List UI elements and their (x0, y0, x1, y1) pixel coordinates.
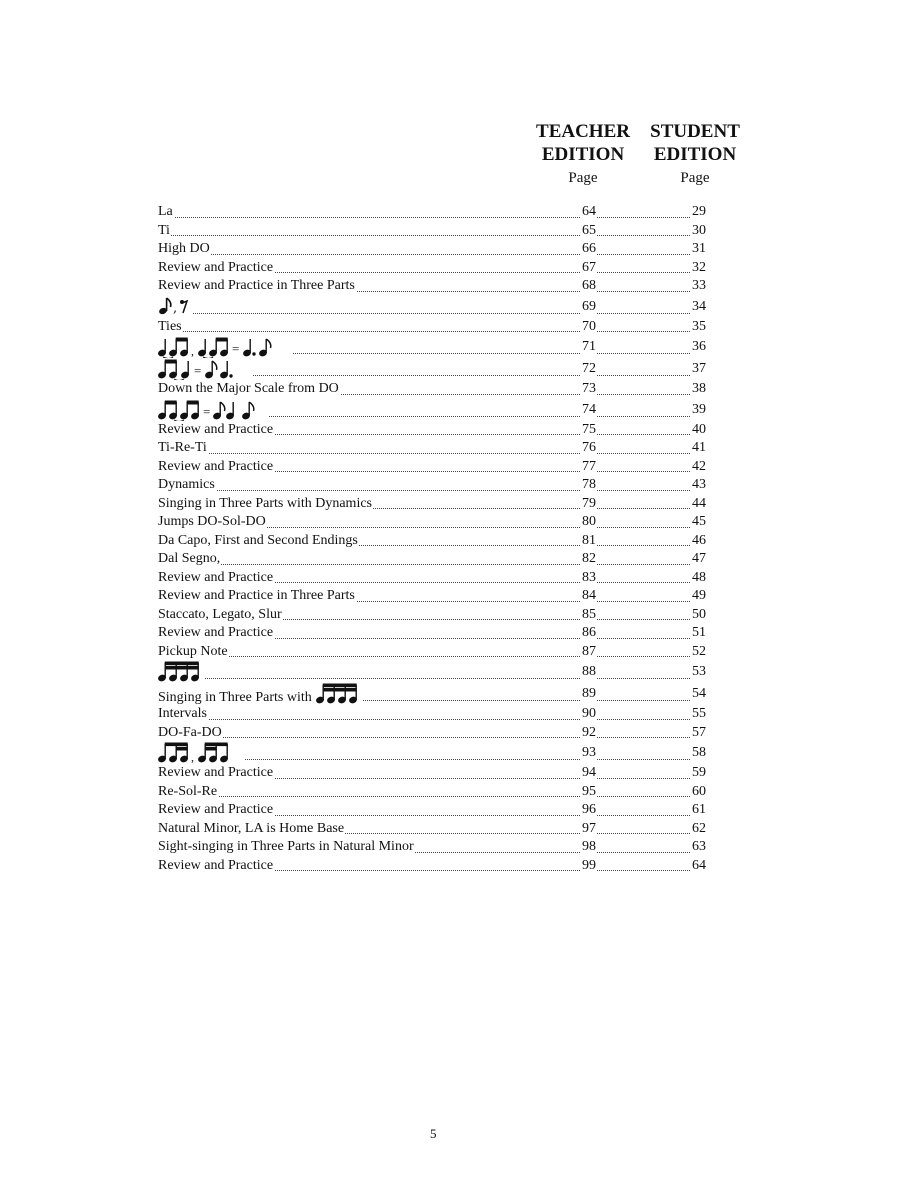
student-page-number: 64 (691, 857, 706, 876)
toc-entry-title: DO-Fa-DO (158, 724, 222, 740)
dot-leader (158, 564, 706, 565)
toc-entry (158, 222, 171, 241)
student-page-number: 40 (691, 421, 706, 440)
teacher-page-number: 98 (581, 838, 596, 857)
student-page-number: 51 (691, 624, 706, 643)
toc-entry (158, 783, 218, 802)
toc-row (158, 587, 706, 606)
teacher-page-number: 83 (581, 569, 596, 588)
student-page-number: 58 (691, 742, 706, 764)
teacher-page-number: 93 (581, 742, 596, 764)
svg-text:,: , (173, 300, 178, 316)
student-page-number: 55 (691, 705, 706, 724)
toc-entry (158, 606, 283, 625)
toc-entry-title: Review and Practice (158, 458, 274, 474)
toc-row (158, 318, 706, 337)
toc-entry-title: Review and Practice in Three Parts (158, 278, 355, 293)
toc-entry-title: Ti (158, 222, 170, 238)
toc-entry-title: Intervals (158, 706, 207, 721)
toc-entry (158, 240, 211, 259)
student-page-number: 43 (691, 476, 706, 495)
student-page-number: 61 (691, 801, 706, 820)
toc-entry (158, 624, 274, 643)
toc-row (158, 764, 706, 783)
teacher-page-number: 76 (581, 439, 596, 458)
svg-text:=: = (232, 341, 240, 356)
teacher-page-number: 92 (581, 724, 596, 743)
toc-row (158, 495, 706, 514)
toc-row (158, 439, 706, 458)
teacher-page-number: 97 (581, 820, 596, 839)
toc-row (158, 857, 706, 876)
student-page-number: 47 (691, 550, 706, 569)
toc-entry (158, 550, 221, 569)
student-page-number: 46 (691, 532, 706, 551)
toc-entry-title: Review and Practice (158, 857, 274, 873)
teacher-page-number: 80 (581, 513, 596, 532)
teacher-page-number: 82 (581, 550, 596, 569)
toc-row (158, 838, 706, 857)
teacher-page-number: 69 (581, 296, 596, 318)
toc-entry-title: Ti-Re-Ti (158, 440, 207, 455)
teacher-page-number: 67 (581, 259, 596, 278)
teacher-page-number: 81 (581, 532, 596, 551)
svg-text:,: , (191, 344, 194, 358)
toc-entry (158, 318, 183, 337)
student-page-number: 29 (691, 203, 706, 222)
student-page-subheader: Page (680, 170, 710, 186)
toc-entry (158, 705, 208, 724)
toc-entry-title: Dynamics (158, 477, 215, 492)
student-page-number: 39 (691, 399, 706, 421)
student-page-number: 34 (691, 296, 706, 318)
dot-leader (158, 678, 706, 679)
student-page-number: 48 (691, 569, 706, 588)
teacher-page-number: 90 (581, 705, 596, 724)
toc-entry (158, 820, 345, 839)
toc-row (158, 296, 706, 318)
student-header-line2: EDITION (653, 144, 737, 165)
teacher-page-number: 84 (581, 587, 596, 606)
toc-entry-title: La (158, 204, 173, 219)
student-page-number: 44 (691, 495, 706, 514)
toc-entry (158, 203, 174, 222)
teacher-page-number: 95 (581, 783, 596, 802)
toc-entry (158, 476, 216, 495)
teacher-header-line1: TEACHER (536, 121, 630, 142)
dot-leader (158, 217, 706, 218)
svg-text:,: , (191, 750, 194, 764)
teacher-page-number: 68 (581, 277, 596, 296)
teacher-page-number: 79 (581, 495, 596, 514)
student-page-number: 41 (691, 439, 706, 458)
toc-row (158, 820, 706, 839)
svg-text:=: = (203, 403, 211, 419)
dot-leader (158, 235, 706, 236)
teacher-page-number: 78 (581, 476, 596, 495)
student-page-number: 57 (691, 724, 706, 743)
toc-entry (158, 838, 415, 857)
teacher-edition-header (532, 120, 634, 189)
toc-entry-title: Singing in Three Parts with Dynamics (158, 495, 372, 511)
toc-row (158, 259, 706, 278)
toc-row (158, 705, 706, 724)
toc-row (158, 801, 706, 820)
teacher-page-number: 77 (581, 458, 596, 477)
student-page-number: 63 (691, 838, 706, 857)
student-page-number: 49 (691, 587, 706, 606)
toc-entry (158, 587, 356, 606)
student-page-number: 38 (691, 380, 706, 399)
page-number: 5 (430, 1126, 437, 1141)
toc-entry (158, 259, 274, 278)
toc-row (158, 399, 706, 421)
toc-entry-title: Down the Major Scale from DO (158, 381, 339, 396)
toc-entry-title: Review and Practice (158, 765, 274, 780)
toc-row (158, 606, 706, 625)
toc-entry (158, 801, 274, 820)
student-page-number: 52 (691, 643, 706, 662)
toc-row (158, 683, 706, 705)
toc-entry (158, 857, 274, 876)
teacher-page-number: 70 (581, 318, 596, 337)
student-page-number: 53 (691, 661, 706, 683)
toc-entry (158, 643, 229, 662)
teacher-page-number: 89 (581, 683, 596, 705)
toc-entry-title: Staccato, Legato, Slur (158, 606, 282, 622)
toc-row (158, 277, 706, 296)
teacher-page-number: 65 (581, 222, 596, 241)
toc-row (158, 336, 706, 358)
toc-row (158, 513, 706, 532)
teacher-page-number: 73 (581, 380, 596, 399)
toc-entry-title: Re-Sol-Re (158, 783, 218, 799)
toc-entry-title: Da Capo, First and Second Endings (158, 532, 358, 548)
toc-row (158, 783, 706, 802)
student-page-number: 50 (691, 606, 706, 625)
teacher-page-number: 87 (581, 643, 596, 662)
toc-entry-title: Dal Segno, (158, 551, 221, 566)
student-page-number: 59 (691, 764, 706, 783)
toc-entry-title: Ties (158, 318, 182, 334)
student-page-number: 62 (691, 820, 706, 839)
toc-row (158, 569, 706, 588)
teacher-page-number: 86 (581, 624, 596, 643)
student-page-number: 35 (691, 318, 706, 337)
toc-entry-title: Review and Practice in Three Parts (158, 588, 355, 603)
table-of-contents (158, 203, 706, 875)
toc-entry (158, 277, 356, 296)
toc-entry (158, 380, 340, 399)
student-page-number: 42 (691, 458, 706, 477)
teacher-page-number: 96 (581, 801, 596, 820)
toc-entry-title: Natural Minor, LA is Home Base (158, 820, 345, 836)
toc-entry (158, 569, 274, 588)
student-page-number: 36 (691, 336, 706, 358)
toc-row (158, 458, 706, 477)
student-page-number: 32 (691, 259, 706, 278)
teacher-header-line2: EDITION (541, 144, 625, 165)
toc-entry (158, 458, 274, 477)
toc-row (158, 724, 706, 743)
teacher-page-number: 64 (581, 203, 596, 222)
dot-leader (158, 313, 706, 314)
teacher-page-subheader: Page (568, 170, 598, 186)
student-page-number: 31 (691, 240, 706, 259)
toc-entry-title: Review and Practice (158, 259, 274, 275)
toc-row (158, 380, 706, 399)
toc-row (158, 203, 706, 222)
dot-leader (158, 331, 706, 332)
toc-row (158, 624, 706, 643)
student-page-number: 33 (691, 277, 706, 296)
toc-row (158, 222, 706, 241)
toc-row (158, 532, 706, 551)
dot-leader (158, 490, 706, 491)
toc-entry-title: Jumps DO-Sol-DO (158, 514, 266, 529)
dot-leader (158, 254, 706, 255)
teacher-page-number: 88 (581, 661, 596, 683)
dot-leader (158, 719, 706, 720)
student-header-line1: STUDENT (650, 121, 740, 142)
toc-entry-title: Review and Practice (158, 569, 274, 585)
toc-entry-title: Review and Practice (158, 421, 274, 437)
toc-entry-title: High DO (158, 241, 210, 256)
toc-row (158, 643, 706, 662)
toc-row (158, 358, 706, 380)
toc-row (158, 476, 706, 495)
teacher-page-number: 85 (581, 606, 596, 625)
toc-row (158, 240, 706, 259)
student-page-number: 54 (691, 683, 706, 705)
teacher-page-number: 66 (581, 240, 596, 259)
student-edition-header (644, 120, 746, 189)
teacher-page-number: 75 (581, 421, 596, 440)
dot-leader (158, 737, 706, 738)
toc-entry (158, 421, 274, 440)
toc-entry (158, 513, 267, 532)
teacher-page-number: 72 (581, 358, 596, 380)
toc-entry-title: Review and Practice (158, 802, 274, 817)
toc-row (158, 661, 706, 683)
dot-leader (158, 453, 706, 454)
toc-entry (158, 495, 373, 514)
toc-entry-title: Review and Practice (158, 625, 274, 640)
student-page-number: 30 (691, 222, 706, 241)
toc-entry-title: Singing in Three Parts with (158, 690, 312, 706)
dot-leader (158, 656, 706, 657)
dot-leader (158, 796, 706, 797)
toc-entry (158, 764, 274, 783)
student-page-number: 37 (691, 358, 706, 380)
toc-entry-title: Pickup Note (158, 643, 228, 659)
toc-entry-title: Sight-singing in Three Parts in Natural Minor (158, 839, 414, 854)
svg-text:=: = (194, 363, 202, 378)
teacher-page-number: 74 (581, 399, 596, 421)
toc-row (158, 421, 706, 440)
toc-row (158, 550, 706, 569)
student-page-number: 60 (691, 783, 706, 802)
teacher-page-number: 71 (581, 336, 596, 358)
teacher-page-number: 94 (581, 764, 596, 783)
toc-row (158, 742, 706, 764)
toc-entry (158, 532, 359, 551)
toc-entry (158, 439, 208, 458)
toc-entry (158, 724, 223, 743)
teacher-page-number: 99 (581, 857, 596, 876)
student-page-number: 45 (691, 513, 706, 532)
